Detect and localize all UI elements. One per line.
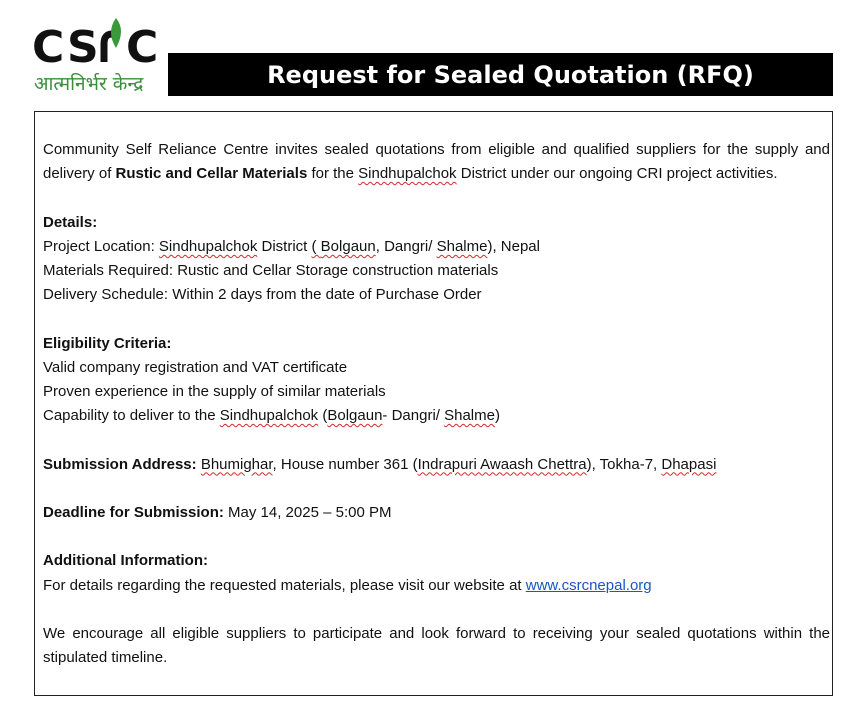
eligibility-item-1: Valid company registration and VAT certificate	[43, 358, 348, 376]
submission-label: Submission Address:	[43, 455, 197, 473]
location-dangri: , Dangri/	[375, 237, 437, 255]
additional-heading	[43, 549, 830, 573]
delivery-schedule: Delivery Schedule: Within 2 days from the date of Purchase Order	[43, 286, 482, 304]
eligibility-heading	[43, 332, 830, 356]
additional-info	[43, 574, 830, 598]
item3-text-f: )	[494, 407, 500, 425]
location-end: ), Nepal	[487, 237, 540, 255]
item3-place: Sindhupalchok	[219, 407, 319, 425]
details-heading-text: Details:	[43, 213, 98, 231]
csrc-logo-graphic	[32, 14, 164, 100]
submission-dhapasi: Dhapasi	[661, 455, 717, 473]
submission-area: Indrapuri Awaash Chettra	[417, 455, 587, 473]
location-mid: District	[257, 237, 312, 255]
location-open: (	[311, 237, 321, 255]
logo-c2: C	[126, 22, 159, 73]
page-title: Request for Sealed Quotation (RFQ)	[267, 60, 754, 89]
item3-shalme: Shalme	[444, 407, 495, 425]
location-bolgaun: Bolgaun	[320, 237, 376, 255]
project-location	[43, 235, 830, 259]
deadline	[43, 501, 830, 525]
submission-bhumighar: Bhumighar	[200, 455, 273, 473]
details-heading	[43, 211, 830, 235]
closing-paragraph: We encourage all eligible suppliers to participate and look forward to receiving your sealed quotations within the stipulated timeline.	[43, 624, 830, 667]
title-banner	[168, 53, 833, 96]
location-place: Sindhupalchok	[158, 237, 258, 255]
rfq-body	[34, 111, 833, 696]
submission-address	[43, 453, 830, 477]
intro-text-3: District under our ongoing CRI project activities.	[456, 165, 778, 183]
eligibility-heading-text: Eligibility Criteria:	[43, 334, 172, 352]
item3-bolgaun: Bolgaun	[327, 407, 383, 425]
eligibility-item-2: Proven experience in the supply of similar materials	[43, 383, 386, 400]
eligibility-item-3	[43, 404, 830, 428]
submission-text-d: ), Tokha-7,	[586, 455, 662, 473]
intro-place: Sindhupalchok	[358, 165, 457, 183]
location-label: Project Location:	[43, 237, 159, 255]
intro-text-2: for the	[307, 165, 359, 183]
logo-s: S	[67, 22, 99, 73]
deadline-label: Deadline for Submission:	[43, 503, 224, 521]
deadline-value: May 14, 2025 – 5:00 PM	[223, 503, 392, 521]
materials-required: Materials Required: Rustic and Cellar Storage construction materials	[43, 262, 499, 279]
submission-text-b: , House number 361 (	[272, 455, 418, 473]
materials-highlight: Rustic and Cellar Materials	[115, 165, 308, 183]
logo-c1: C	[32, 22, 65, 73]
location-shalme: Shalme	[436, 237, 488, 255]
website-link[interactable]: www.csrcnepal.org	[525, 576, 652, 594]
leaf-icon	[111, 18, 121, 48]
additional-heading-text: Additional Information:	[43, 552, 208, 570]
csrc-logo	[32, 14, 164, 100]
intro-paragraph	[43, 138, 830, 186]
intro-text-1: Community Self Reliance Centre invites sealed quotations from eligible and qualified suppliers for the supply and delivery of	[43, 141, 830, 183]
logo-r-stem	[104, 34, 112, 62]
additional-text: For details regarding the requested materials, please visit our website at	[43, 576, 526, 594]
logo-tagline: आत्मनिर्भर केन्द्र	[34, 73, 144, 95]
item3-text-a: Capability to deliver to the	[43, 407, 220, 425]
item3-text-b: (	[318, 407, 328, 425]
item3-text-d: - Dangri/	[382, 407, 445, 425]
